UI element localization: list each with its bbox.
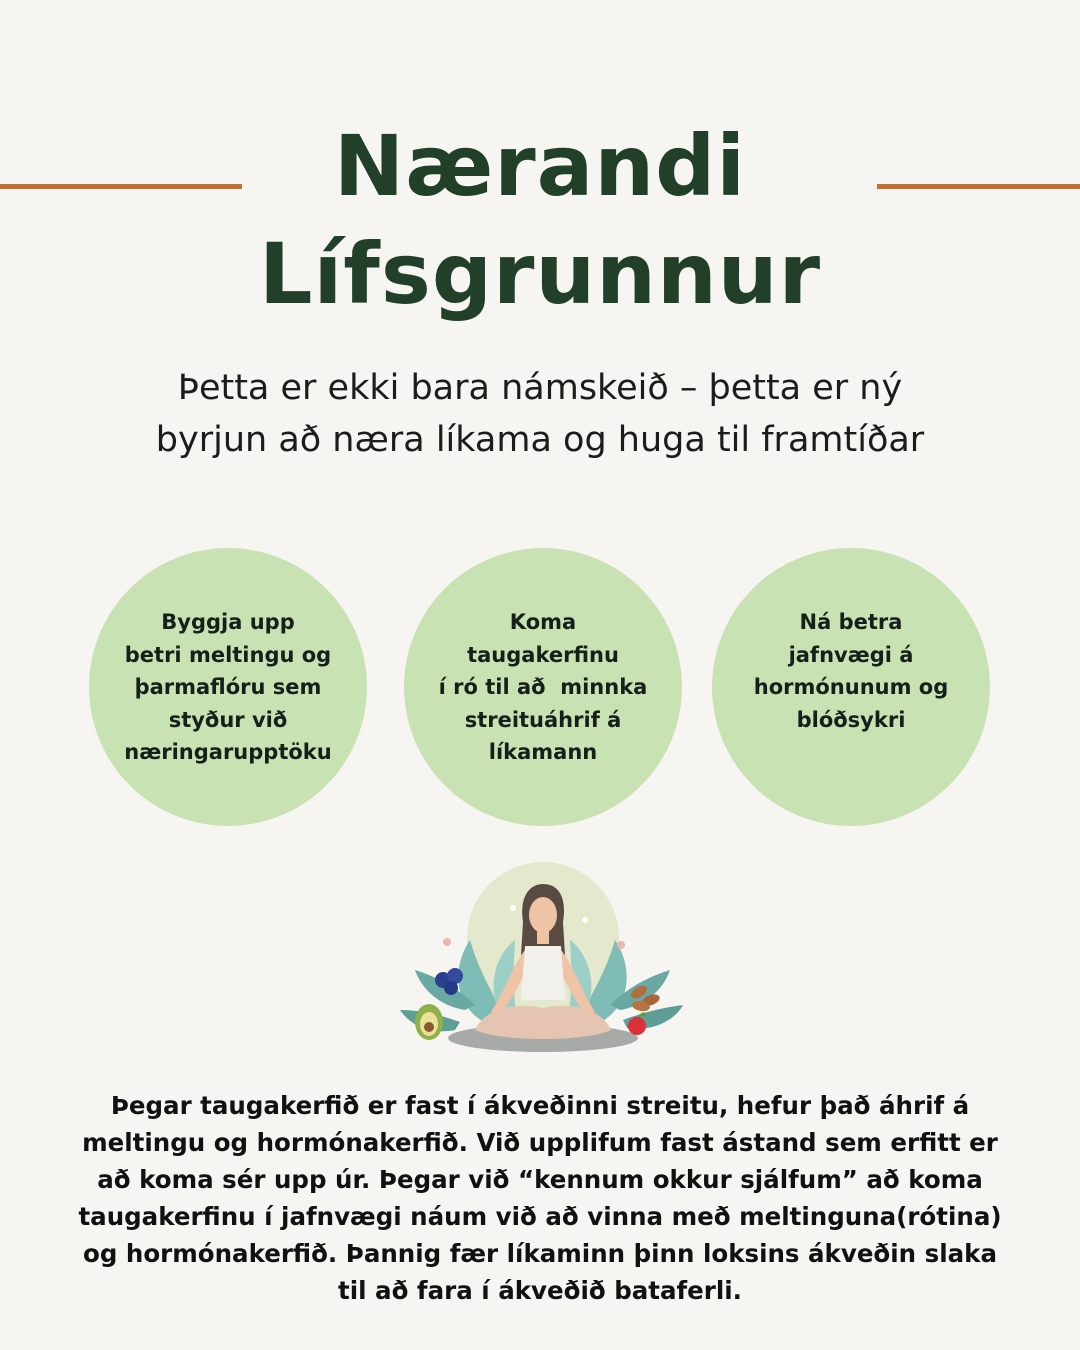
benefit-circle-hormones (712, 548, 990, 826)
face (529, 897, 557, 933)
flower (510, 905, 516, 911)
flower (582, 917, 588, 923)
benefit-text (404, 606, 682, 769)
benefit-line: þarmaflóru sem (134, 675, 322, 699)
body-line: og hormónakerfið. Þannig fær líkaminn þinn loksins ákveðin slaka (83, 1239, 997, 1268)
apple (628, 1017, 646, 1035)
benefit-line: næringarupptöku (124, 740, 332, 764)
meditating-woman-illustration (395, 860, 685, 1060)
body-line: að koma sér upp úr. Þegar við “kennum okkur sjálfum” að koma (97, 1165, 983, 1194)
benefit-circle-digestion (89, 548, 367, 826)
benefit-text (712, 606, 990, 736)
benefit-line: blóðsykri (796, 707, 906, 732)
benefit-line: Koma (509, 610, 577, 634)
benefit-circle-nervous-system (404, 548, 682, 826)
body-line: meltingu og hormónakerfið. Við upplifum fast ástand sem erfitt er (82, 1128, 998, 1157)
subtitle (0, 362, 1080, 466)
benefit-line: streituáhrif á (464, 707, 622, 732)
benefit-line: hormónunum og (753, 675, 949, 699)
page-title-line-1: Nærandi (333, 117, 747, 215)
flower (617, 941, 625, 949)
benefit-text (89, 606, 367, 769)
flower (443, 938, 451, 946)
body-paragraph (0, 1087, 1080, 1309)
benefit-line: í ró til að minnka (438, 675, 648, 699)
subtitle-line-1: Þetta er ekki bara námskeið – þetta er ný (177, 368, 903, 408)
body-line: til að fara í ákveðið bataferli. (338, 1276, 742, 1305)
benefit-line: styður við (168, 707, 288, 732)
neck (537, 930, 549, 944)
page-title-line-2: Lífsgrunnur (258, 225, 822, 323)
subtitle-line-2: byrjun að næra líkama og huga til framtíðar (155, 420, 925, 460)
benefit-line: taugakerfinu (467, 642, 619, 667)
benefit-line: betri meltingu og (124, 642, 332, 667)
avocado-pit (424, 1022, 434, 1032)
benefit-line: Byggja upp (161, 610, 295, 634)
body-line: Þegar taugakerfið er fast í ákveðinni streitu, hefur það áhrif á (110, 1091, 970, 1120)
blueberry (444, 981, 458, 995)
body-line: taugakerfinu í jafnvægi náum við að vinna með meltinguna(rótina) (78, 1202, 1002, 1231)
tank-top (521, 946, 565, 1000)
benefit-line: Ná betra (799, 610, 903, 634)
page-title (0, 112, 1080, 328)
benefit-line: líkamann (488, 740, 598, 764)
benefit-line: jafnvægi á (788, 642, 914, 667)
